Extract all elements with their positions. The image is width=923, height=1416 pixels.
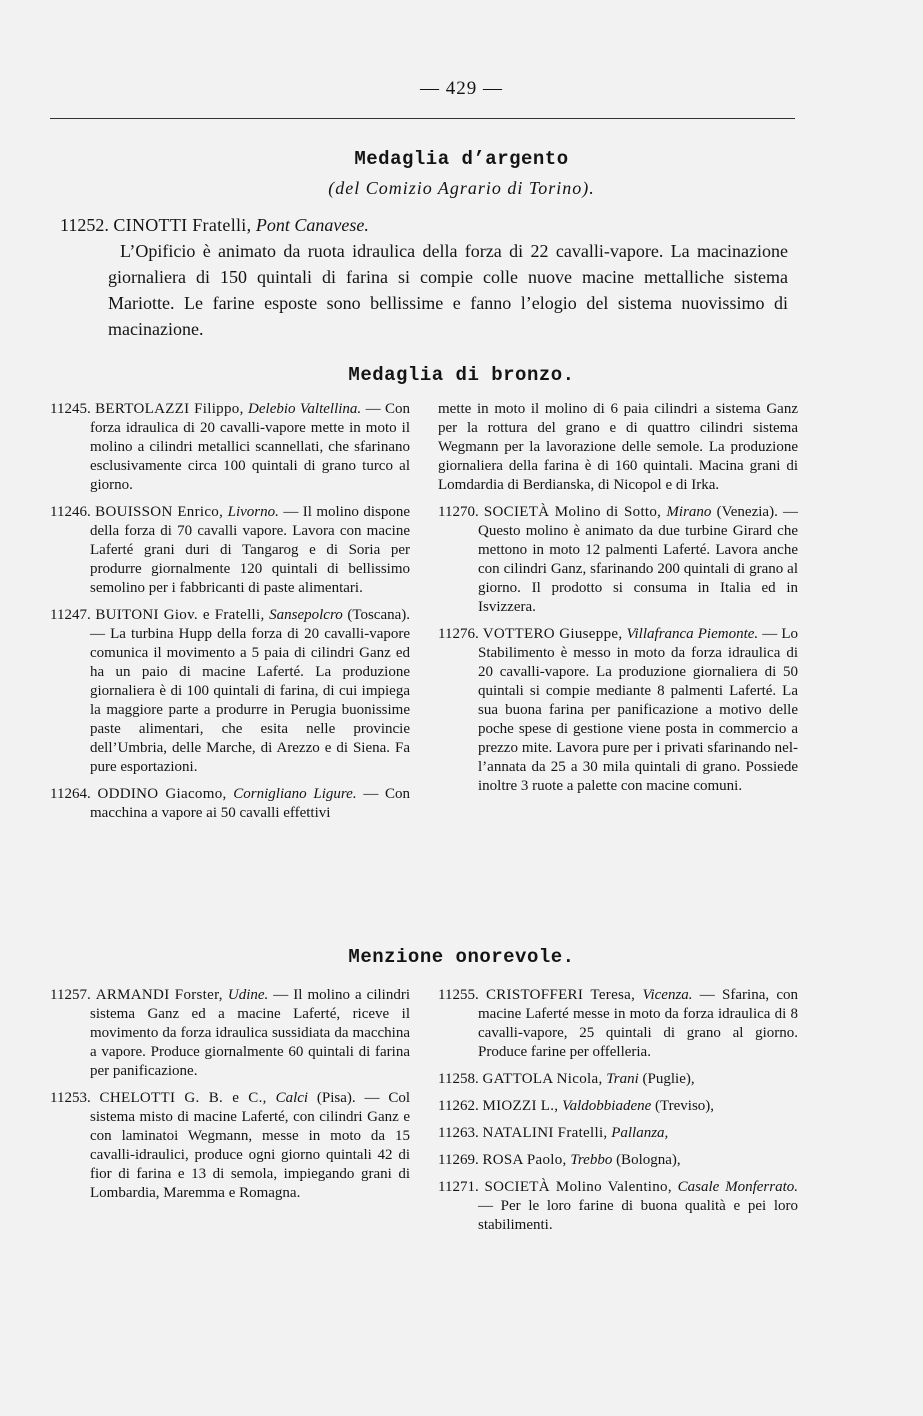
entry-place: Cornigliano Ligure. — [233, 786, 357, 802]
entry-number: 11271. — [438, 1179, 479, 1195]
list-item — [438, 625, 798, 796]
entry-text: (Treviso), — [655, 1098, 715, 1114]
entry-name: BOUISSON Enrico, — [95, 504, 224, 520]
entry-place: Valdobbiadene — [562, 1098, 652, 1114]
entry-name: NATALINI Fratelli, — [482, 1125, 608, 1141]
entry-number: 11270. — [438, 504, 479, 520]
entry-number: 11252. — [60, 215, 109, 235]
entry-number: 11258. — [438, 1071, 479, 1087]
entry-number: 11262. — [438, 1098, 479, 1114]
silver-entry-header — [60, 212, 788, 238]
entry-text: — Con macchina a vapore ai 50 cavalli effettivi — [90, 786, 411, 821]
entry-name: SOCIETÀ Molino Valentino, — [484, 1179, 672, 1195]
entry-place: Calci — [275, 1090, 309, 1106]
entry-number: 11246. — [50, 504, 91, 520]
list-item — [438, 1070, 798, 1089]
entry-number: 11276. — [438, 626, 479, 642]
header-rule — [50, 118, 795, 119]
entry-place: Vicenza. — [642, 987, 693, 1003]
entry-place: Trani — [606, 1071, 639, 1087]
list-item — [50, 785, 410, 823]
entry-text: — Sfarina, con macine Laferté messe in moto da forza idraulica di 8 cavalli-vapore, 25 quintali di grano al giorno. Produce farine per offelleria. — [478, 987, 798, 1060]
entry-number: 11264. — [50, 786, 91, 802]
entry-name: ROSA Paolo, — [482, 1152, 567, 1168]
bronze-medal-heading: Medaglia di bronzo. — [348, 364, 575, 386]
entry-text: — Per le loro farine di buona qualità e pei loro stabilimenti. — [478, 1198, 798, 1233]
entry-number: 11255. — [438, 987, 479, 1003]
list-item — [50, 606, 410, 777]
list-item — [438, 986, 798, 1062]
entry-number: 11253. — [50, 1090, 91, 1106]
entry-place: Sansepolcro — [269, 607, 343, 623]
list-item — [438, 1178, 798, 1235]
entry-place: Casale Monferrato. — [677, 1179, 798, 1195]
entry-text: — Con forza idraulica di 20 cavalli-vapore mette in moto il molino a cilindri metallici scannellati, che sfarinano esclusivamente circa 100 quintali di grano turco al giorno. — [90, 401, 410, 493]
entry-name: CINOTTI Fratelli, — [113, 215, 252, 235]
entry-text: (Pisa). — Col sistema misto di macine Laferté, con cilindri Ganz e con laminatoi Wegmann, messe in moto da 15 cavalli-idraulici, produce ogni giorno quintali 42 di fior di farina e 13 di semola, impiegando grani di Lombardia, Maremma e Romagna. — [90, 1090, 411, 1201]
silver-entry — [60, 212, 788, 342]
entry-place: Udine. — [227, 987, 269, 1003]
entry-number: 11247. — [50, 607, 91, 623]
entry-name: MIOZZI L., — [482, 1098, 559, 1114]
entry-place: Pont Canavese. — [255, 215, 369, 235]
list-item — [50, 400, 410, 495]
entry-number: 11257. — [50, 987, 91, 1003]
entry-place: Livorno. — [227, 504, 279, 520]
entry-text: — Il molino dispone della forza di 70 cavalli vapore. Lavora con macine Laferté grani duri di Tangarog e di Soria per produrre giornalmente 120 quintali di bellissimo semolino per i fabbricanti di paste alimentari. — [90, 504, 411, 596]
entry-text: (Toscana). — La turbina Hupp della forza di 20 cavalli-vapore comunica il movimento a 5 paia di cilindri Ganz ed ha un paio di macine Laferté. La produzione giornaliera è di 100 quintali di farina, di cui impiega la maggiore parte a produrre in Perugia buonissime paste alimentari, che esita nelle provincie dell’Umbria, delle Marche, di Arezzo e di Siena. Fa pure esportazioni. — [90, 607, 411, 775]
entry-name: CRISTOFFERI Teresa, — [485, 987, 636, 1003]
entry-text: (Puglie), — [642, 1071, 695, 1087]
list-item — [50, 986, 410, 1081]
list-item — [50, 503, 410, 598]
entry-number: 11263. — [438, 1125, 479, 1141]
entry-name: ARMANDI Forster, — [95, 987, 223, 1003]
entry-text: L’Opificio è animato da ruota idraulica della forza di 22 cavalli-vapore. La macinazione giornaliera di 150 quintali di farina si compie colle nuove macine mettalliche sistema Mariotte. Le farine esposte sono bellissime e fanno l’elogio del sistema nuovissimo di macinazione. — [108, 241, 788, 339]
continuation-text: mette in moto il molino di 6 paia cilindri a sistema Ganz per la rottura del grano e di quattro cilindri sistema Wegmann per la lavorazione delle semole. La produzione giornaliera della farina è di 160 quintali. Macina grani di Lomdardia di Berdianska, di Nicopol e di Irka. — [438, 401, 798, 493]
entry-text: — Lo Stabilimento è messo in moto da forza idraulica di 20 cavalli-vapore. La produzione giornaliera di 50 quintali si compie mediante 8 palmenti Laferté. La sua buona farina per panificazione a motivo delle poche spese di gestione viene posta in commercio a prezzo mite. Lavora pure per i privati sfarinando nel-l’annata da 25 a 30 mila quintali di grano. Possiede inoltre 3 ruote a palette con macine comuni. — [478, 626, 799, 794]
entry-number: 11245. — [50, 401, 91, 417]
entry-name: SOCIETÀ Molino di Sotto, — [483, 504, 662, 520]
silver-medal-heading: Medaglia d’argento — [354, 148, 569, 170]
entry-text: — Il molino a cilindri sistema Ganz ed a macine Laferté, riceve il movimento da forza idraulica sussidiata da macchina a vapore. Produce giornalmente 60 quintali di farina per panificazione. — [90, 987, 410, 1079]
entry-text: (Venezia). — Questo molino è animato da due turbine Girard che mettono in moto 12 palmenti Laferté. Lavora anche con cilindri Ganz, sfarinando 200 quintali di grano al giorno. Il prodotto si consuma in Italia ed in Isvizzera. — [478, 504, 798, 615]
entry-name: BERTOLAZZI Filippo, — [95, 401, 244, 417]
list-item — [50, 1089, 410, 1203]
entry-place: Delebio Valtellina. — [248, 401, 362, 417]
list-item — [438, 503, 798, 617]
entry-place: Villafranca Piemonte. — [626, 626, 759, 642]
honorable-mention-heading: Menzione onorevole. — [348, 946, 575, 968]
entry-text: (Bologna), — [616, 1152, 681, 1168]
entry-name: CHELOTTI G. B. e C., — [99, 1090, 267, 1106]
entry-number: 11269. — [438, 1152, 479, 1168]
list-item — [438, 1151, 798, 1170]
bronze-right-column — [438, 400, 798, 804]
honorable-right-column — [438, 986, 798, 1243]
entry-place: Trebbo — [570, 1152, 613, 1168]
entry-name: GATTOLA Nicola, — [482, 1071, 603, 1087]
honorable-left-column — [50, 986, 410, 1211]
list-item — [438, 1097, 798, 1116]
entry-name: BUITONI Giov. e Fratelli, — [95, 607, 265, 623]
list-item — [438, 1124, 798, 1143]
entry-place: Mirano — [666, 504, 712, 520]
bronze-left-column — [50, 400, 410, 831]
entry-name: ODDINO Giacomo, — [97, 786, 227, 802]
entry-place: Pallanza, — [611, 1125, 669, 1141]
silver-medal-subheading: (del Comizio Agrario di Torino). — [328, 178, 595, 198]
page-number: — 429 — — [420, 78, 503, 99]
entry-name: VOTTERO Giuseppe, — [482, 626, 623, 642]
